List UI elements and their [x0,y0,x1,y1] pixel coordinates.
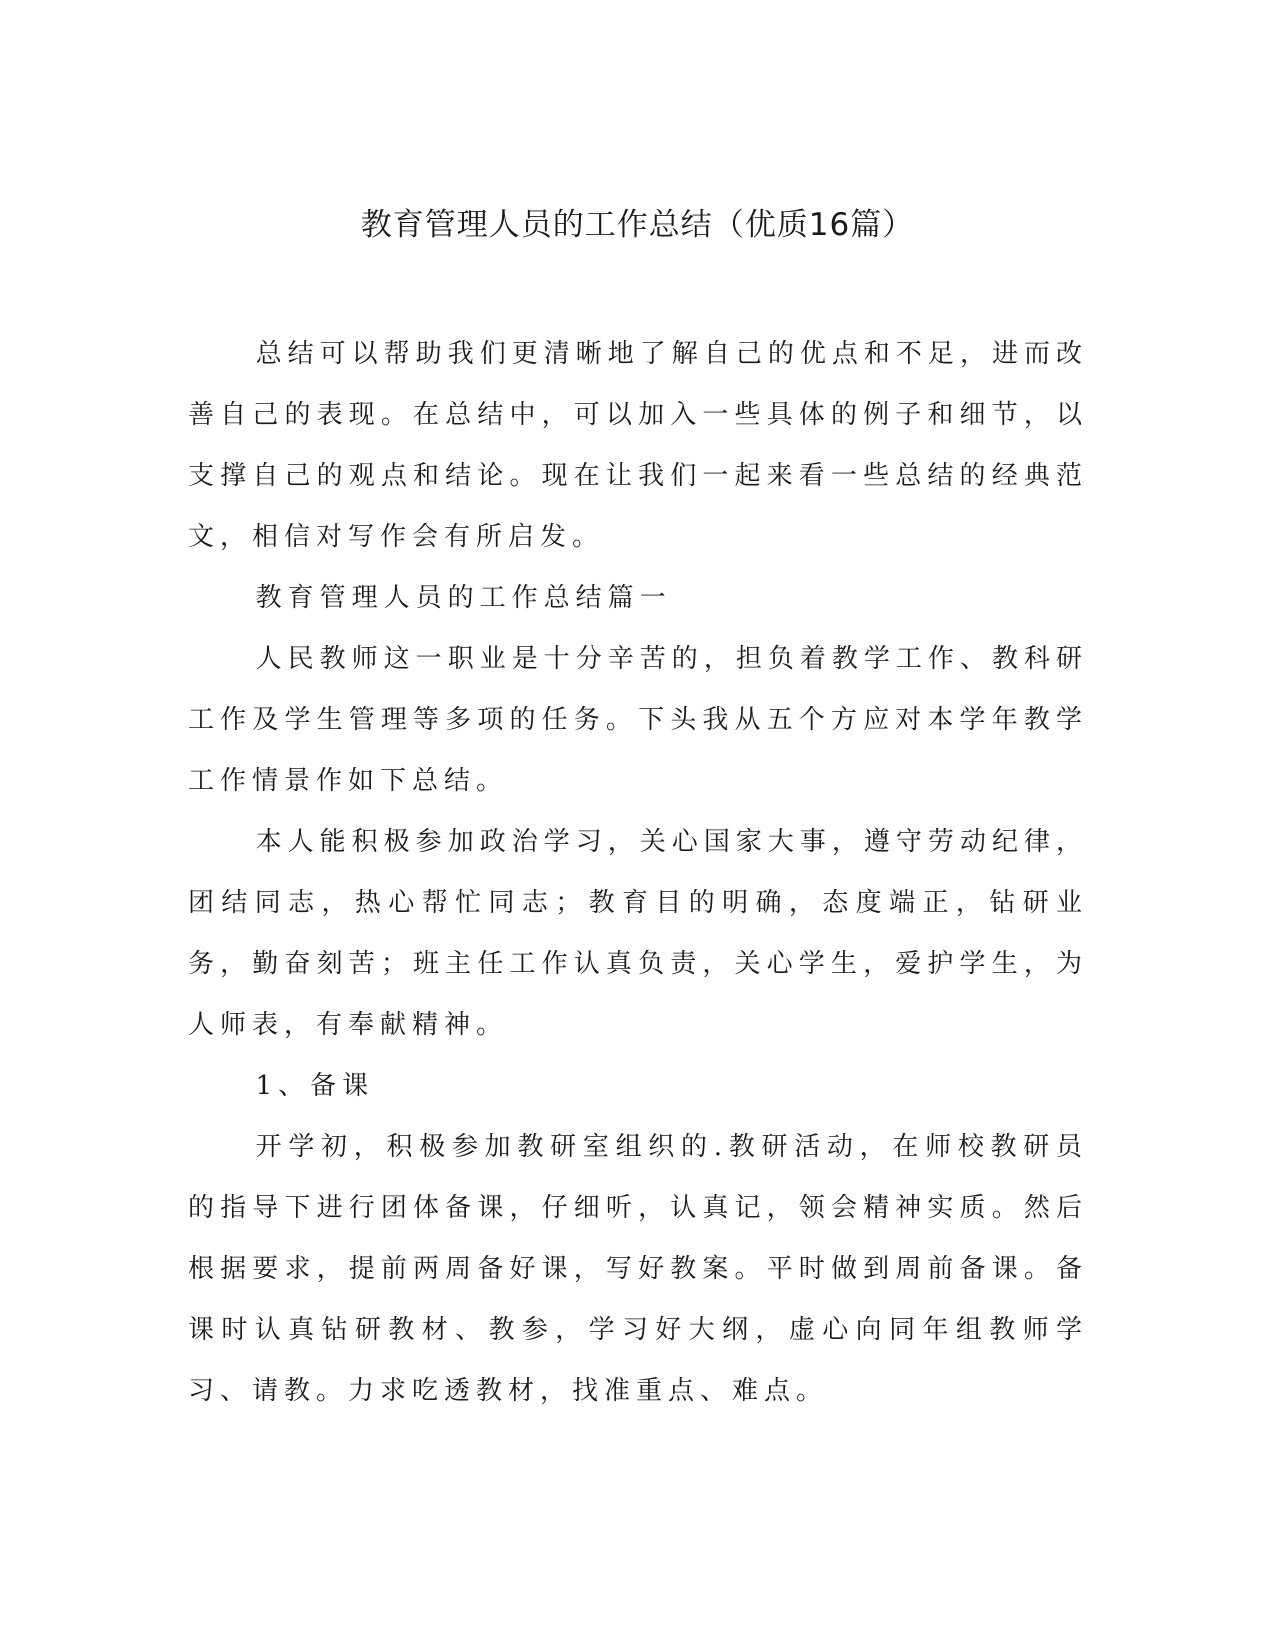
intro-paragraph: 总结可以帮助我们更清晰地了解自己的优点和不足，进而改善自己的表现。在总结中，可以加入一些具体的例子和细节，以支撑自己的观点和结论。现在让我们一起来看一些总结的经典范文，相信对写作会有所启发。 [188,339,1088,552]
document-body [188,324,1088,1422]
body-paragraph: 人民教师这一职业是十分辛苦的，担负着教学工作、教科研工作及学生管理等多项的任务。下头我从五个方应对本学年教学工作情景作如下总结。 [188,644,1088,796]
body-paragraph: 开学初，积极参加教研室组织的.教研活动，在师校教研员的指导下进行团体备课，仔细听，认真记，领会精神实质。然后根据要求，提前两周备好课，写好教案。平时做到周前备课。备课时认真钻研教材、教参，学习好大纲，虚心向同年组教师学习、请教。力求吃透教材，找准重点、难点。 [188,1132,1088,1406]
body-paragraph: 本人能积极参加政治学习，关心国家大事，遵守劳动纪律，团结同志，热心帮忙同志；教育目的明确，态度端正，钻研业务，勤奋刻苦；班主任工作认真负责，关心学生，爱护学生，为人师表，有奉献精神。 [188,827,1088,1040]
subsection-heading: 1、备课 [255,1071,375,1101]
section-heading: 教育管理人员的工作总结篇一 [255,583,672,613]
document-title: 教育管理人员的工作总结（优质16篇） [360,207,915,243]
